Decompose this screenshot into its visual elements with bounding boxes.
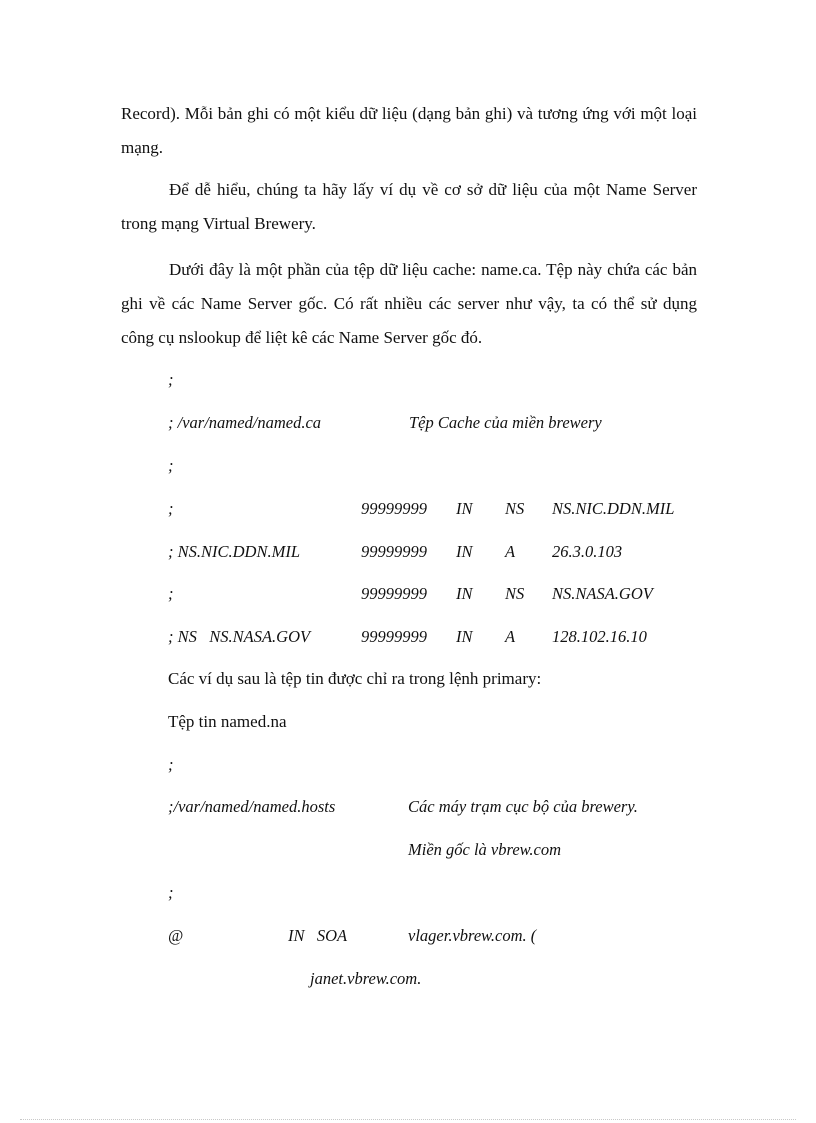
cache-row-2-comment: Tệp Cache của miền brewery — [409, 413, 602, 432]
cache-row-5-ttl: 99999999 — [361, 542, 427, 561]
cache-row-7-class: IN — [456, 627, 473, 646]
hosts-comment-2: Miền gốc là vbrew.com — [408, 840, 562, 859]
cache-row-1-col1: ; — [168, 370, 174, 389]
page-bottom-divider — [20, 1119, 796, 1120]
cache-row-5-type: A — [505, 542, 516, 561]
hosts-semicolon-1: ; — [168, 755, 174, 774]
cache-row-5-col1: ; NS.NIC.DDN.MIL — [168, 542, 301, 561]
cache-row-6-class: IN — [456, 584, 473, 603]
soa-class-type: IN SOA — [288, 926, 348, 945]
paragraph-example-intro: Để dễ hiểu, chúng ta hãy lấy ví dụ về cơ sở dữ liệu của một Name Server trong mạng Virtual Brewery. — [121, 180, 697, 233]
hosts-comment-1: Các máy trạm cục bộ của brewery. — [408, 797, 638, 816]
file-label: Tệp tin named.na — [168, 712, 287, 731]
soa-mail: janet.vbrew.com. — [310, 969, 422, 988]
cache-row-4-class: IN — [456, 499, 473, 518]
cache-row-6-ttl: 99999999 — [361, 584, 427, 603]
soa-host: vlager.vbrew.com. ( — [408, 926, 537, 945]
cache-row-7-type: A — [505, 627, 516, 646]
cache-row-7-ttl: 99999999 — [361, 627, 427, 646]
cache-row-6-type: NS — [505, 584, 525, 603]
cache-row-3-col1: ; — [168, 456, 174, 475]
cache-row-6-col1: ; — [168, 584, 174, 603]
paragraph-record-intro: Record). Mỗi bản ghi có một kiểu dữ liệu (dạng bản ghi) và tương ứng với một loại mạng. — [121, 104, 697, 157]
cache-row-4-ttl: 99999999 — [361, 499, 427, 518]
soa-origin: @ — [168, 926, 184, 945]
hosts-path: ;/var/named/named.hosts — [168, 797, 336, 816]
primary-intro-text: Các ví dụ sau là tệp tin được chỉ ra trong lệnh primary: — [168, 669, 542, 688]
cache-row-5-class: IN — [456, 542, 473, 561]
cache-row-4-value: NS.NIC.DDN.MIL — [552, 499, 675, 518]
cache-row-5-value: 26.3.0.103 — [552, 542, 623, 561]
cache-row-4-col1: ; — [168, 499, 174, 518]
cache-row-7-col1: ; NS NS.NASA.GOV — [168, 627, 311, 646]
cache-row-2-col1: ; /var/named/named.ca — [168, 413, 322, 432]
cache-row-7-value: 128.102.16.10 — [552, 627, 647, 646]
cache-row-6-value: NS.NASA.GOV — [552, 584, 653, 603]
hosts-semicolon-2: ; — [168, 883, 174, 902]
paragraph-cache-intro: Dưới đây là một phần của tệp dữ liệu cache: name.ca. Tệp này chứa các bản ghi về các Name Server gốc. Có rất nhiều các server như vậy, ta có thể sử dụng công cụ nslookup để liệt kê các Name Server gốc đó. — [121, 260, 697, 347]
cache-row-4-type: NS — [505, 499, 525, 518]
